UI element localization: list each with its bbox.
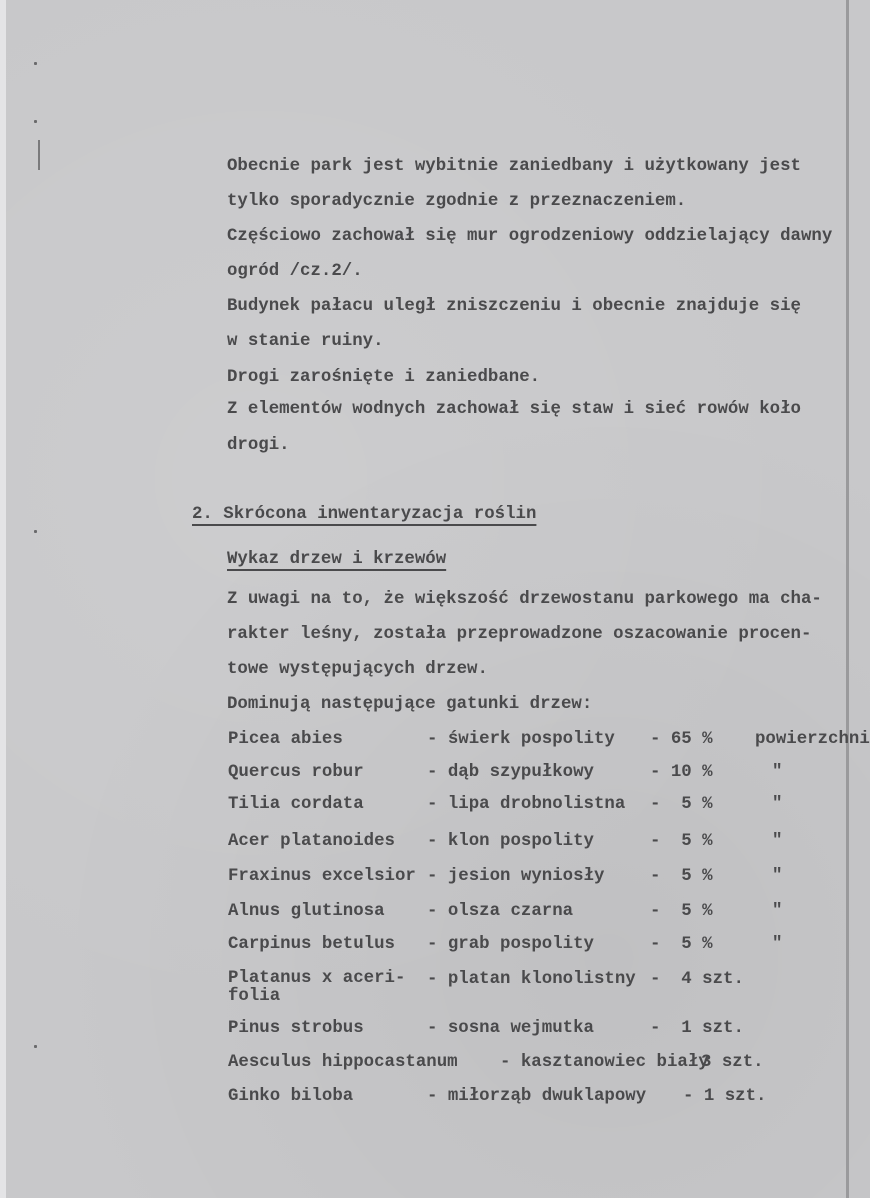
margin-mark [34, 62, 37, 65]
tree-note: " [772, 795, 783, 814]
text-line: Dominują następujące gatunki drzew: [227, 695, 593, 714]
text-line: Z elementów wodnych zachował się staw i sieć rowów koło [227, 400, 801, 419]
tree-latin-name: Picea abies [228, 730, 343, 749]
tree-latin-name: Platanus x aceri- folia [228, 969, 406, 1006]
tree-note: " [772, 763, 783, 782]
tree-polish-name: - grab pospolity [427, 935, 594, 954]
tree-polish-name: - świerk pospolity [427, 730, 615, 749]
subheading: Wykaz drzew i krzewów [227, 550, 447, 569]
tree-note: " [772, 832, 783, 851]
tree-amount: - 5 % [650, 832, 713, 851]
tree-polish-name: - dąb szypułkowy [427, 763, 594, 782]
tree-amount: - 10 % [650, 763, 713, 782]
tree-latin-name: Acer platanoides [228, 832, 395, 851]
text-line: drogi. [227, 436, 290, 455]
tree-note: " [772, 867, 783, 886]
tree-latin-name: Quercus robur [228, 763, 364, 782]
tree-amount: 3 szt. [701, 1053, 764, 1072]
tree-note: powierzchni [755, 730, 870, 749]
text-line: w stanie ruiny. [227, 332, 384, 351]
text-line: Częściowo zachował się mur ogrodzeniowy oddzielający dawny [227, 227, 833, 246]
text-line: Obecnie park jest wybitnie zaniedbany i użytkowany jest [227, 157, 801, 176]
text-line: Z uwagi na to, że większość drzewostanu parkowego ma cha- [227, 590, 822, 609]
tree-polish-name: - miłorząb dwuklapowy [427, 1087, 647, 1106]
tree-latin-name: Fraxinus excelsior [228, 867, 416, 886]
tree-latin-name: Aesculus hippocastanum [228, 1053, 458, 1072]
tree-amount: - 1 szt. [650, 1019, 744, 1038]
tree-amount: - 1 szt. [683, 1087, 767, 1106]
tree-polish-name: - sosna wejmutka [427, 1019, 594, 1038]
margin-mark [34, 530, 37, 533]
section-heading: 2. Skrócona inwentaryzacja roślin [192, 505, 537, 524]
tree-latin-name: Carpinus betulus [228, 935, 395, 954]
tree-note: " [772, 902, 783, 921]
tree-amount: - 5 % [650, 935, 713, 954]
tree-note: " [772, 935, 783, 954]
text-line: Drogi zarośnięte i zaniedbane. [227, 368, 541, 387]
page-edge [0, 0, 6, 1198]
tree-amount: - 65 % [650, 730, 713, 749]
text-line: Budynek pałacu uległ zniszczeniu i obecnie znajduje się [227, 297, 801, 316]
text-line: towe występujących drzew. [227, 660, 488, 679]
margin-mark [34, 120, 37, 123]
margin-mark [38, 140, 40, 170]
tree-amount: - 5 % [650, 867, 713, 886]
margin-mark [34, 1045, 37, 1048]
tree-amount: - 5 % [650, 795, 713, 814]
tree-latin-name: Tilia cordata [228, 795, 364, 814]
tree-amount: - 4 szt. [650, 970, 744, 989]
tree-polish-name: - kasztanowiec biały [500, 1053, 709, 1072]
text-line: rakter leśny, została przeprowadzone oszacowanie procen- [227, 625, 812, 644]
tree-latin-name: Ginko biloba [228, 1087, 354, 1106]
tree-polish-name: - lipa drobnolistna [427, 795, 626, 814]
tree-amount: - 5 % [650, 902, 713, 921]
tree-polish-name: - olsza czarna [427, 902, 574, 921]
page-edge-right [846, 0, 849, 1198]
text-line: ogród /cz.2/. [227, 262, 363, 281]
tree-polish-name: - jesion wyniosły [427, 867, 605, 886]
tree-latin-name: Pinus strobus [228, 1019, 364, 1038]
tree-latin-name: Alnus glutinosa [228, 902, 385, 921]
tree-polish-name: - platan klonolistny [427, 970, 636, 989]
text-line: tylko sporadycznie zgodnie z przeznaczeniem. [227, 192, 687, 211]
tree-polish-name: - klon pospolity [427, 832, 594, 851]
